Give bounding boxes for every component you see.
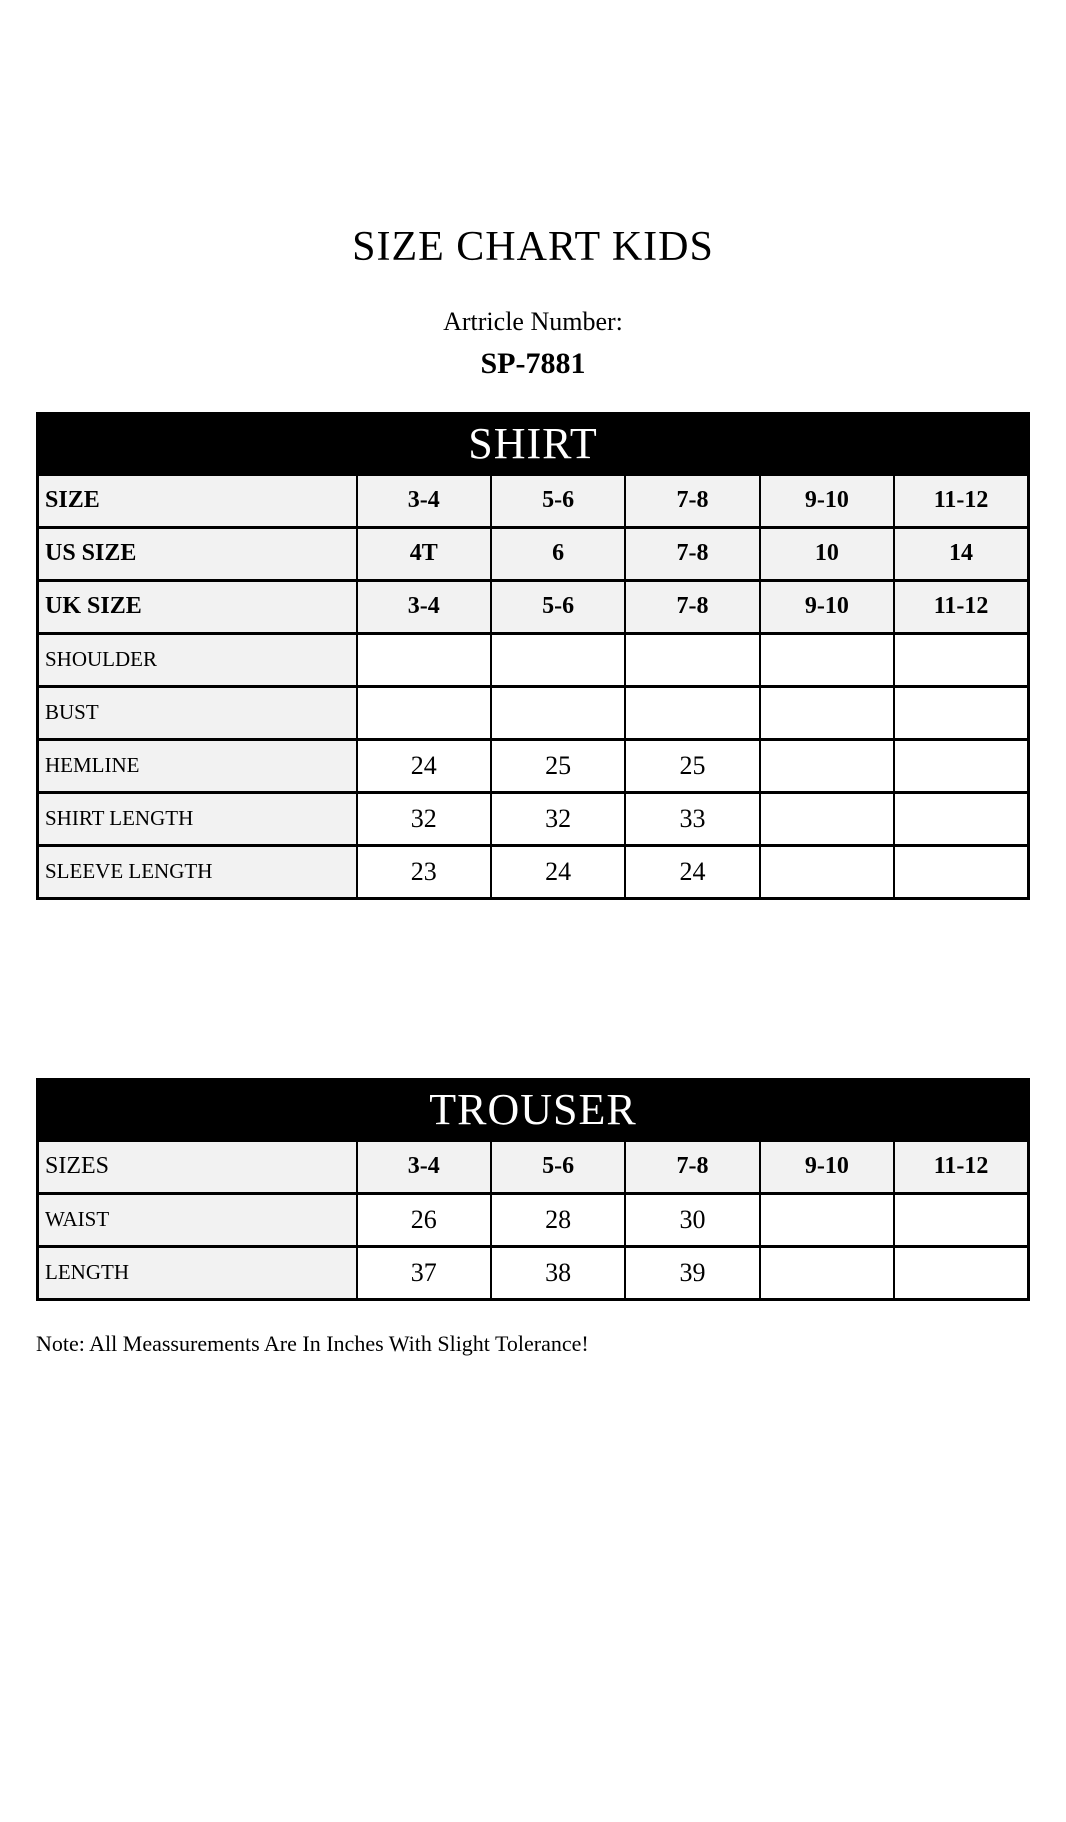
trouser-table [36, 1078, 1030, 1301]
value-cell [625, 686, 759, 739]
row-label-cell: SHOULDER [38, 633, 357, 686]
row-label-cell: WAIST [38, 1193, 357, 1246]
value-cell [760, 633, 894, 686]
value-cell: 33 [625, 792, 759, 845]
trouser-table-title: TROUSER [38, 1079, 1029, 1140]
trouser-table-header-row [38, 1079, 1029, 1140]
value-cell: 7-8 [625, 527, 759, 580]
row-label-cell: SHIRT LENGTH [38, 792, 357, 845]
row-label-cell: HEMLINE [38, 739, 357, 792]
page-title: SIZE CHART KIDS [352, 224, 714, 270]
table-row [38, 739, 1029, 792]
table-row [38, 633, 1029, 686]
value-cell [894, 792, 1028, 845]
value-cell: 37 [357, 1246, 491, 1299]
value-cell: 11-12 [894, 474, 1028, 527]
shirt-table-title: SHIRT [38, 413, 1029, 474]
row-label-cell: SIZE [38, 474, 357, 527]
value-cell: 32 [491, 792, 625, 845]
value-cell: 39 [625, 1246, 759, 1299]
value-cell: 26 [357, 1193, 491, 1246]
value-cell: 10 [760, 527, 894, 580]
value-cell: 24 [357, 739, 491, 792]
value-cell: 4T [357, 527, 491, 580]
value-cell: 30 [625, 1193, 759, 1246]
value-cell: 11-12 [894, 1140, 1028, 1193]
value-cell: 23 [357, 845, 491, 898]
value-cell: 5-6 [491, 1140, 625, 1193]
value-cell: 28 [491, 1193, 625, 1246]
article-number-value: SP-7881 [480, 346, 586, 380]
row-label-cell: LENGTH [38, 1246, 357, 1299]
shirt-table [36, 412, 1030, 900]
value-cell: 3-4 [357, 474, 491, 527]
value-cell: 6 [491, 527, 625, 580]
table-row [38, 580, 1029, 633]
value-cell [894, 845, 1028, 898]
value-cell: 5-6 [491, 580, 625, 633]
value-cell [894, 739, 1028, 792]
value-cell: 25 [491, 739, 625, 792]
value-cell [491, 633, 625, 686]
value-cell: 9-10 [760, 580, 894, 633]
value-cell [625, 633, 759, 686]
value-cell [894, 1246, 1028, 1299]
table-row [38, 686, 1029, 739]
row-label-cell: SIZES [38, 1140, 357, 1193]
article-number-label: Artricle Number: [443, 307, 623, 337]
size-chart-page [0, 222, 1066, 1357]
table-row [38, 1193, 1029, 1246]
value-cell: 9-10 [760, 474, 894, 527]
table-row [38, 792, 1029, 845]
value-cell: 7-8 [625, 580, 759, 633]
value-cell [894, 686, 1028, 739]
value-cell [357, 686, 491, 739]
value-cell: 3-4 [357, 580, 491, 633]
value-cell: 9-10 [760, 1140, 894, 1193]
note-text: Note: All Meassurements Are In Inches With Slight Tolerance! [36, 1330, 589, 1356]
table-row [38, 1140, 1029, 1193]
table-row [38, 474, 1029, 527]
shirt-table-header-row [38, 413, 1029, 474]
value-cell [760, 845, 894, 898]
value-cell: 11-12 [894, 580, 1028, 633]
value-cell: 5-6 [491, 474, 625, 527]
value-cell: 24 [625, 845, 759, 898]
value-cell [894, 1193, 1028, 1246]
value-cell: 25 [625, 739, 759, 792]
value-cell [760, 686, 894, 739]
table-row [38, 527, 1029, 580]
value-cell: 7-8 [625, 474, 759, 527]
table-row [38, 845, 1029, 898]
value-cell [760, 1193, 894, 1246]
value-cell: 3-4 [357, 1140, 491, 1193]
row-label-cell: BUST [38, 686, 357, 739]
value-cell: 7-8 [625, 1140, 759, 1193]
row-label-cell: US SIZE [38, 527, 357, 580]
value-cell [760, 1246, 894, 1299]
value-cell: 38 [491, 1246, 625, 1299]
value-cell: 24 [491, 845, 625, 898]
row-label-cell: UK SIZE [38, 580, 357, 633]
value-cell [894, 633, 1028, 686]
table-row [38, 1246, 1029, 1299]
value-cell [760, 739, 894, 792]
row-label-cell: SLEEVE LENGTH [38, 845, 357, 898]
value-cell [760, 792, 894, 845]
value-cell [491, 686, 625, 739]
value-cell: 14 [894, 527, 1028, 580]
value-cell: 32 [357, 792, 491, 845]
value-cell [357, 633, 491, 686]
